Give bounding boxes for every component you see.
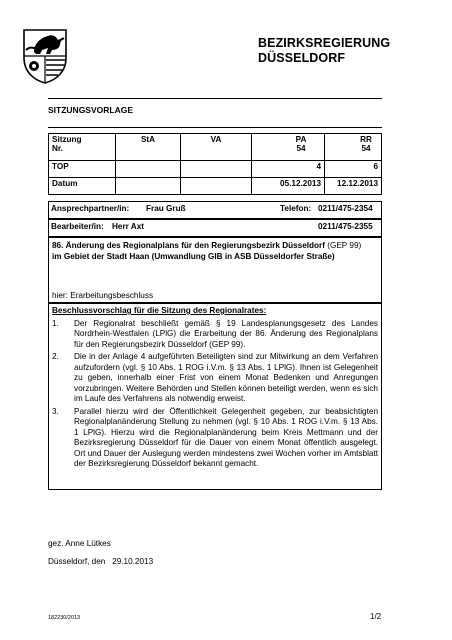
top-label: TOP [49,161,116,178]
subject-gep: (GEP 99) [327,241,362,250]
signed-by: gez. Anne Lütkes [48,539,111,548]
contact-phone-label: Telefon: [280,204,312,213]
top-rr: 6 [325,161,382,178]
proposal-box [48,303,382,490]
date-row [49,178,382,195]
contact-label: Ansprechpartner/in: [51,204,130,213]
subject-box [48,237,382,303]
session-header-row [49,134,382,161]
head-rr: RR 54 [325,134,382,161]
place-date: Düsseldorf, den 29.10.2013 [48,557,154,566]
contact-phone: 0211/475-2354 [318,204,373,213]
editor-phone: 0211/475-2355 [318,222,373,231]
subject-hier: hier: Erarbeitungsbeschluss [52,291,154,300]
contact-name: Frau Gruß [146,204,186,213]
authority-line2: DÜSSELDORF [258,51,346,65]
top-row [49,161,382,178]
head-sitzung: Sitzung Nr. [49,134,116,161]
session-table [48,133,382,195]
head-va: VA [181,134,252,161]
top-pa: 4 [252,161,325,178]
authority-name [258,36,390,66]
top-sta [116,161,181,178]
date-pa: 05.12.2013 [252,178,325,195]
page-number: 1/2 [370,612,382,621]
document-type: SITZUNGSVORLAGE [48,105,134,115]
head-sta: StA [116,134,181,161]
authority-line1: BEZIRKSREGIERUNG [258,36,391,50]
date-rr: 12.12.2013 [325,178,382,195]
top-va [181,161,252,178]
editor-label: Bearbeiter/in: [51,222,104,231]
item-number: 2. [52,352,59,361]
head-pa: PA 54 [252,134,325,161]
document-id: 182230/2013 [48,615,81,621]
date-va [181,178,252,195]
item-text: Die in der Anlage 4 aufgeführten Beteiligten sind zur Mitwirkung an dem Verfahren aufzufordern (vgl. § 10 Abs. 1 ROG i.V.m. § 13 Abs. 1 LPlG). Ihnen ist Gelegenheit zu geben, innerhalb einer Frist von einem Monat Bedenken und Anregungen vorzubringen. Weitere Behörden und Stellen können beteiligt werden, wenn es sich im Laufe des Verfahrens als notwendig erweist. [74,352,378,403]
editor-name: Herr Axt [112,222,145,231]
proposal-item [52,407,378,470]
item-number: 1. [52,318,59,328]
item-text: Der Regionalrat beschließt gemäß § 19 Landesplanungsgesetz des Landes Nordrhein-Westfalen (LPlG) die Erarbeitung der 86. Änderung des Regionalplans für den Regierungsbezirk Düsseldorf (GEP 99). [74,318,378,349]
signature-block [48,535,153,571]
item-text: Parallel hierzu wird der Öffentlichkeit Gelegenheit gegeben, zur beabsichtigten Regionalplanänderung Stellung zu nehmen (vgl. § 10 Abs. 1 ROG i.V.m. § 13 Abs. 1 LPlG). Hierzu wird die Regionalplanänderung beim Kreis Mettmann und der Bezirksregierung Düsseldorf für die Dauer von einem Monat öffentlich ausgelegt. Ort und Dauer der Auslegung werden mindestens zwei Wochen vorher im Amtsblatt der Bezirksregierung Düsseldorf bekannt gemacht. [74,406,378,468]
date-sta [116,178,181,195]
proposal-item [52,352,378,405]
proposal-heading: Beschlussvorschlag für die Sitzung des Regionalrates: [52,306,267,315]
proposal-item [52,319,378,351]
nrw-coat-of-arms-logo [22,28,68,84]
date-label: Datum [49,178,116,195]
item-number: 3. [52,406,59,416]
subject-area: im Gebiet der Stadt Haan (Umwandlung GIB in ASB Düsseldorfer Straße) [52,252,335,261]
subject-title: 86. Änderung des Regionalplans für den Regierungsbezirk Düsseldorf [52,241,325,250]
divider-top [48,98,382,99]
divider-doctype [48,127,382,128]
